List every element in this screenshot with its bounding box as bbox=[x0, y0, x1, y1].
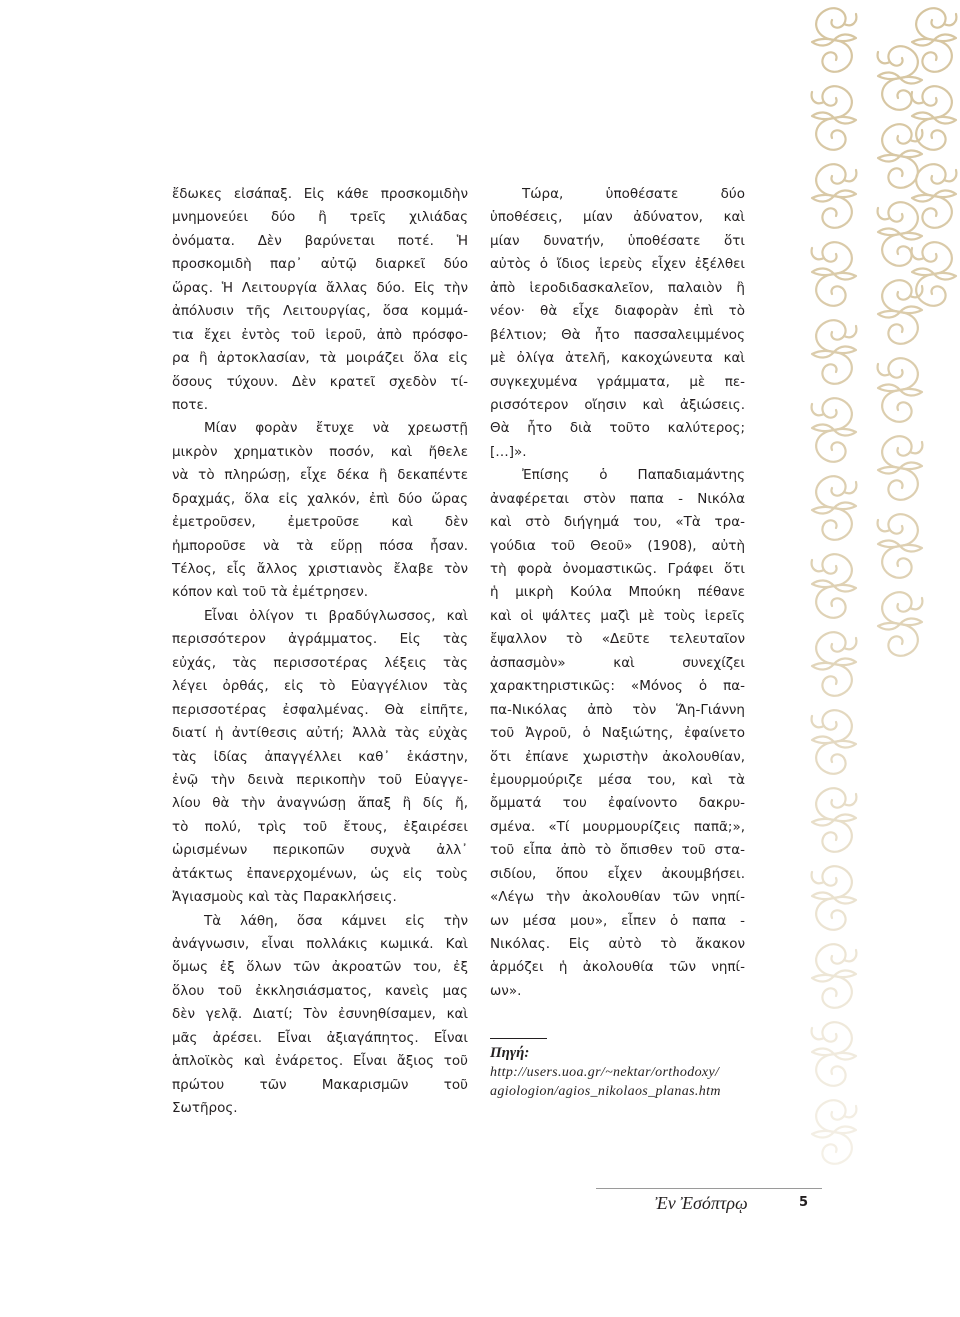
text-line: ὄμματά του ἐφαίνοντο δακρυ- bbox=[490, 795, 745, 812]
ornament-swirl bbox=[812, 242, 856, 306]
text-line: πα-Νικόλας ἀπὸ τὸν Ἅη-Γιάννη bbox=[490, 701, 745, 718]
text-line: ἀνάγνωσιν, εἶναι πολλάκις κωμικά. Καὶ bbox=[172, 936, 468, 952]
left-column bbox=[172, 183, 468, 1121]
paragraph bbox=[172, 417, 468, 605]
footer-rule bbox=[596, 1188, 822, 1189]
text-line: Σωτῆρος. bbox=[172, 1100, 238, 1117]
text-line: πρώτου τῶν Μακαρισμῶν τοῦ bbox=[172, 1076, 468, 1093]
text-line: ὀνόματα. Δὲν βαρύνεται ποτέ. Ἡ bbox=[172, 232, 468, 249]
text-line: μᾶς ἀρέσει. Εἶναι ἀξιαγάπητος. Εἶναι bbox=[172, 1029, 468, 1046]
ornament-swirl bbox=[812, 1022, 856, 1086]
text-line: ἀναφέρεται στὸν παπα - Νικόλα bbox=[490, 490, 745, 507]
text-line: ὅμως ἐξ ὅλων τῶν ἀκροατῶν του, ἐξ bbox=[172, 959, 468, 976]
paragraph bbox=[490, 183, 745, 464]
text-line: σμένα. «Τί μουρμουρίζεις παπᾶ;», bbox=[490, 818, 745, 835]
text-line: ων». bbox=[490, 982, 522, 999]
ornament-swirl bbox=[878, 358, 922, 422]
footnote-rule bbox=[490, 1038, 547, 1039]
text-line: Θὰ ἦτο διὰ τοῦτο καλύτερος; bbox=[490, 420, 745, 437]
ornament-swirl bbox=[878, 202, 922, 266]
text-line: νέον· θὰ εἶχε διαφορὰν ἐπὶ τὸ bbox=[490, 303, 745, 320]
text-line: ἀπόλυσιν τῆς Λειτουργίας, ὅσα κομμά- bbox=[172, 303, 468, 320]
text-line: μὲ ὀλίγα ἀτελῆ, κακοχώνευτα καὶ bbox=[490, 350, 745, 367]
text-line: περισσοτέρας ἐσφαλμένας. Θὰ εἰπῆτε, bbox=[172, 701, 468, 718]
source-url-line: agiologion/agios_nikolaos_planas.htm bbox=[490, 1084, 721, 1099]
text-line: μίαν δυνατήν, ὑποθέσατε ὅτι bbox=[490, 232, 745, 249]
text-line: τοῦ Ἀγροῦ, ὁ Ναξιώτης, ἐφαίνετο bbox=[490, 725, 745, 742]
text-line: Τώρα, ὑποθέσατε δύο bbox=[522, 186, 745, 202]
ornament-swirl bbox=[812, 554, 856, 618]
text-line: νὰ τὸ πληρώσῃ, εἶχε δέκα ἢ δεκαπέντε bbox=[172, 467, 468, 484]
text-line: αὐτὸς ὁ ἴδιος ἱερεὺς εἶχεν ἐξέλθει bbox=[490, 256, 745, 273]
text-line: βέλτιον; Θὰ ἦτο πασσαλειμμένος bbox=[490, 326, 745, 343]
text-line: ὅλου τοῦ ἐκκλησιάσματος, κανεὶς μας bbox=[172, 982, 468, 999]
text-line: ὅτι ἐπίανε χωριστὴν ἀκολουθίαν, bbox=[490, 748, 745, 765]
text-line: περισσότερον ἀγράμματος. Εἰς τὰς bbox=[172, 631, 468, 648]
ornament-swirl bbox=[812, 86, 856, 150]
right-column bbox=[490, 183, 745, 1003]
text-line: προσκομιδὴ παρ᾽ αὐτῷ διαρκεῖ δύο bbox=[172, 256, 468, 273]
source-url-line: http://users.uoa.gr/~nektar/orthodoxy/ bbox=[490, 1065, 720, 1080]
text-line: Μίαν φορὰν ἔτυχε νὰ χρεωστῇ bbox=[204, 420, 468, 437]
text-line: «Λέγω τὴν ἀκολουθίαν τῶν νηπί- bbox=[490, 889, 745, 906]
text-line: λέγει ὀρθάς, εἰς τὸ Εὐαγγέλιον τὰς bbox=[172, 678, 468, 695]
ornamental-border bbox=[792, 0, 960, 1195]
text-line: ποτε. bbox=[172, 396, 209, 413]
text-line: ὥρας. Ἡ Λειτουργία ἄλλας δύο. Εἰς τὴν bbox=[172, 279, 468, 296]
text-line: ἠμποροῦσε νὰ τὰ εὕρῃ πόσα ἦσαν. bbox=[172, 537, 468, 554]
text-line: ὑποθέσεις, μίαν ἀδύνατον, καὶ bbox=[490, 209, 745, 226]
text-line: ἔψαλλον τὸ «Δεῦτε τελευταῖον bbox=[490, 631, 745, 648]
text-line: ἐμετροῦσεν, ἐμετροῦσε καὶ δὲν bbox=[172, 514, 468, 531]
text-line: διατί ἡ ἀντίθεσις αὐτή; Ἀλλὰ τὰς εὐχὰς bbox=[172, 725, 468, 742]
text-line: ρα ἢ ἀρτοκλασίαν, τὰ μοιράζει ὅλα εἰς bbox=[172, 350, 468, 367]
text-line: καὶ στὸ διήγημά του, «Τὰ τρα- bbox=[490, 514, 745, 531]
text-line: ἔδωκες εἰσάπαξ. Εἰς κάθε προσκομιδὴν bbox=[172, 186, 468, 202]
text-line: Εἶναι ὀλίγον τι βραδύγλωσσος, καὶ bbox=[204, 607, 468, 624]
ornament-swirl bbox=[912, 86, 956, 150]
text-line: ἁπλοϊκὸς καὶ ἐνάρετος. Εἶναι ἄξιος τοῦ bbox=[172, 1053, 468, 1070]
text-line: ἀπὸ ἱεροδιδασκαλεῖον, παλαιὸν ἢ bbox=[490, 279, 745, 296]
text-line: τια ἔχει ἐντὸς τοῦ ἱεροῦ, ἀπὸ πρόσφο- bbox=[172, 326, 468, 343]
ornament-swirl bbox=[878, 436, 922, 500]
ornament-swirl bbox=[812, 476, 856, 540]
text-line: Νικόλας. Εἰς αὐτὸ τὸ ἄκακον bbox=[490, 936, 745, 952]
text-line: Τὰ λάθη, ὅσα κάμνει εἰς τὴν bbox=[204, 912, 468, 929]
text-line: δὲν γελᾷ. Διατί; Τὸν ἐσυνηθίσαμεν, καὶ bbox=[172, 1006, 468, 1023]
text-line: δραχμάς, ὅλα εἰς χαλκόν, ἐπὶ δύο ὥρας bbox=[172, 490, 468, 507]
paragraph bbox=[172, 183, 468, 417]
text-line: σιδίου, ὅπου εἶχεν ἀκουμβήσει. bbox=[490, 865, 745, 882]
text-line: τὴ φορὰ ὀνομαστικῶς. Γράφει ὅτι bbox=[490, 561, 745, 577]
text-line: Ἁγιασμοὺς καὶ τὰς Παρακλήσεις. bbox=[172, 889, 397, 906]
ornament-swirl bbox=[812, 788, 856, 852]
source-label: Πηγή: bbox=[490, 1045, 530, 1061]
paragraph bbox=[172, 910, 468, 1121]
ornament-swirl bbox=[878, 592, 922, 656]
ornament-swirl bbox=[812, 866, 856, 930]
source-note bbox=[490, 1038, 755, 1101]
ornament-swirl bbox=[812, 398, 856, 462]
ornament-swirl bbox=[812, 320, 856, 384]
text-line: γούδια τοῦ Θεοῦ» (1908), αὐτὴ bbox=[490, 537, 745, 554]
text-line: ἐνῷ τὴν δεινὰ περικοπὴν τοῦ Εὐαγγε- bbox=[172, 771, 468, 788]
text-line: λίου θὰ τὴν ἀναγνώσῃ ἅπαξ ἢ δίς ἤ, bbox=[172, 795, 468, 812]
page-number: 5 bbox=[799, 1195, 809, 1210]
ornament-swirls bbox=[812, 8, 957, 1164]
paragraph bbox=[490, 464, 745, 1003]
text-line: μικρὸν χρηματικὸν ποσόν, καὶ ἤθελε bbox=[172, 443, 468, 460]
text-line: ων μέσα μου», εἶπεν ὁ παπα - bbox=[490, 912, 745, 929]
text-line: μνημονεύει δύο ἢ τρεῖς χιλιάδας bbox=[172, 209, 468, 226]
ornament-swirl bbox=[812, 1100, 856, 1164]
text-line: Τέλος, εἷς ἄλλος χριστιανὸς ἔλαβε τὸν bbox=[172, 561, 468, 577]
text-line: ὅσους τύχουν. Δὲν κρατεῖ σχεδὸν τί- bbox=[172, 373, 468, 390]
ornament-swirl bbox=[878, 46, 922, 110]
ornament-swirl bbox=[812, 8, 856, 72]
text-line: ἀσπασμὸν» καὶ συνεχίζει bbox=[490, 654, 745, 671]
ornament-swirl bbox=[812, 944, 856, 1008]
text-line: τὸ πολύ, τρὶς τοῦ ἔτους, ἐξαιρέσει bbox=[172, 818, 468, 835]
ornament-swirl bbox=[812, 632, 856, 696]
ornament-swirl bbox=[812, 710, 856, 774]
ornament-swirl bbox=[912, 242, 956, 306]
text-line: ἡ μικρὴ Κούλα Μπούκη πέθανε bbox=[490, 584, 745, 601]
text-line: ἁρμόζει ἡ ἀκολουθία τῶν νηπί- bbox=[490, 959, 745, 976]
text-line: ἀτάκτως ἐπανερχομένων, ὡς εἰς τοὺς bbox=[172, 865, 468, 882]
magazine-title: Ἐν Ἐσόπτρῳ bbox=[655, 1193, 748, 1213]
text-line: καὶ οἱ ψάλτες μαζὶ μὲ τοὺς ἱερεῖς bbox=[490, 607, 745, 624]
text-line: ἐμουρμούριζε μέσα του, καὶ τὰ bbox=[490, 771, 745, 788]
paragraph bbox=[172, 605, 468, 910]
ornament-swirl bbox=[812, 164, 856, 228]
text-line: τοῦ εἶπα ἀπὸ τὸ ὄπισθεν τοῦ στα- bbox=[490, 842, 745, 859]
text-line: συγκεχυμένα γράμματα, μὲ πε- bbox=[490, 373, 745, 390]
text-line: ρισσότερον οἴησιν καὶ ἀξιώσεις. bbox=[490, 396, 745, 413]
text-line: χαρακτηριστικῶς: «Μόνος ὁ πα- bbox=[490, 678, 745, 695]
text-line: Ἐπίσης ὁ Παπαδιαμάντης bbox=[522, 467, 745, 484]
ornament-swirl bbox=[878, 514, 922, 578]
text-line: […]». bbox=[490, 443, 527, 460]
text-line: τὰς ἰδίας ἀπαγγέλλει καθ᾽ ἑκάστην, bbox=[172, 748, 468, 765]
text-line: εὐχάς, τὰς περισσοτέρας λέξεις τὰς bbox=[172, 654, 468, 671]
text-line: κόπον καὶ τοῦ τὰ ἐμέτρησεν. bbox=[172, 584, 369, 601]
text-line: ὡρισμένων περικοπῶν συχνὰ ἀλλ᾽ bbox=[172, 842, 468, 859]
